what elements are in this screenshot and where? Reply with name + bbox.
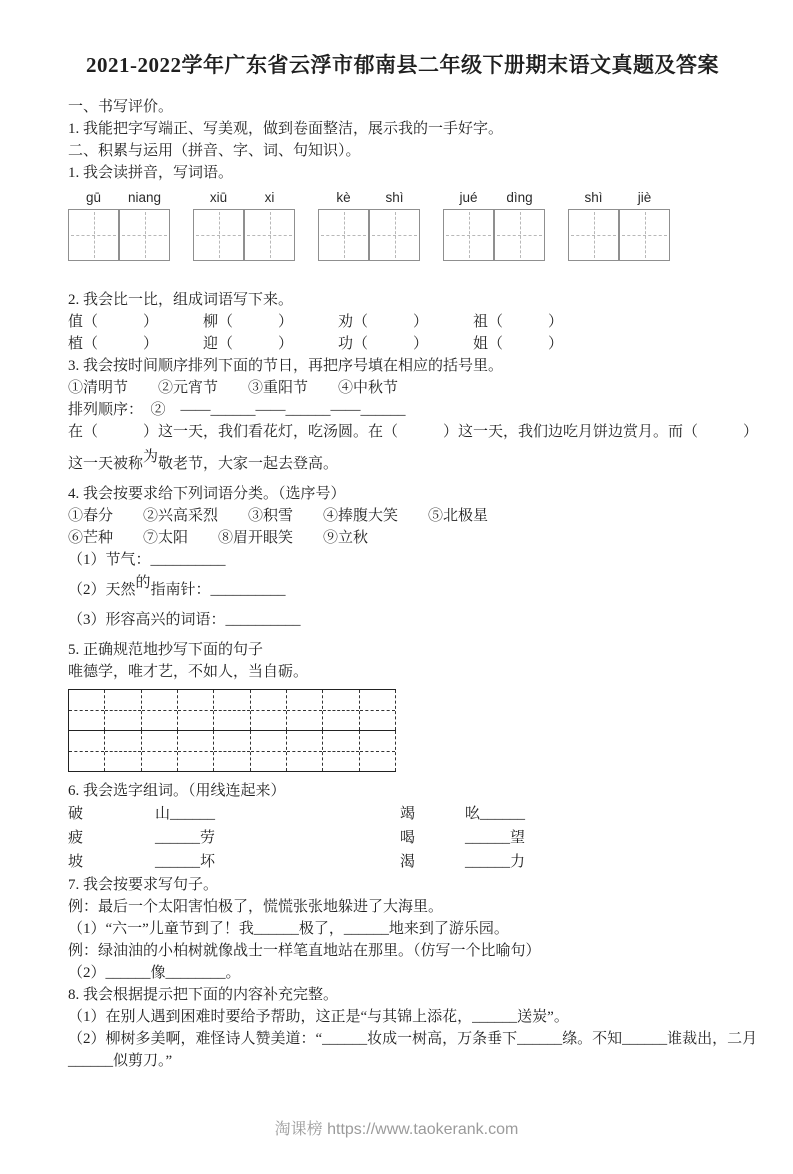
pinyin-labels	[568, 190, 670, 209]
match-word-blank: ______望	[465, 830, 526, 846]
q7-example1: 例：最后一个太阳害怕极了，慌慌张张地躲进了大海里。	[68, 899, 444, 915]
word-pair-blank: 功（ ）	[338, 336, 429, 352]
pinyin-pair	[68, 190, 170, 261]
copy-grid-cell	[287, 731, 323, 771]
pinyin-syllable: shì	[385, 190, 404, 205]
q7-label: 7. 我会按要求写句子。	[68, 877, 219, 893]
q6-match-row	[68, 802, 737, 826]
writing-box	[568, 209, 670, 261]
pinyin-writing-cell	[118, 210, 169, 260]
q1-label: 1. 我会读拼音，写词语。	[68, 165, 234, 181]
pinyin-writing-cell	[368, 210, 419, 260]
pinyin-writing-grids	[68, 190, 737, 261]
pinyin-syllable: gū	[85, 190, 102, 205]
pinyin-writing-cell	[569, 210, 618, 260]
q3-fill-cont-sup: 为	[143, 449, 159, 466]
q6-right-pair	[400, 850, 525, 874]
copy-grid-cell	[68, 731, 105, 771]
writing-box	[443, 209, 545, 261]
pinyin-syllable: xi	[264, 190, 275, 205]
pinyin-writing-cell	[319, 210, 368, 260]
q6-right-pair	[400, 826, 525, 850]
copy-grid-cell	[105, 690, 141, 730]
copy-grid-cell	[178, 731, 214, 771]
pinyin-writing-cell	[444, 210, 493, 260]
q2-row2	[68, 333, 737, 355]
pinyin-writing-cell	[243, 210, 294, 260]
copy-grid-cell	[178, 690, 214, 730]
match-word-blank: 吆______	[465, 806, 526, 822]
q6-left-pair	[68, 802, 400, 826]
q7-item2: （2）______像________。	[68, 965, 241, 981]
pinyin-writing-cell	[493, 210, 544, 260]
pinyin-syllable: jiè	[637, 190, 652, 205]
q6-match-row	[68, 850, 737, 874]
word-pair-blank: 值（ ）	[68, 314, 159, 330]
copy-grid-cell	[105, 731, 141, 771]
match-character: 渴	[400, 854, 416, 870]
q4-sub1: （1）节气：__________	[68, 552, 226, 568]
pinyin-syllable: niang	[127, 190, 162, 205]
q7-example2: 例：绿油油的小柏树就像战士一样笔直地站在那里。（仿写一个比喻句）	[68, 943, 541, 959]
q6-left-pair	[68, 850, 400, 874]
pinyin-syllable: kè	[336, 190, 351, 205]
q6-right-pair	[400, 802, 525, 826]
pinyin-pair	[443, 190, 545, 261]
pinyin-pair	[568, 190, 670, 261]
word-pair-blank: 植（ ）	[68, 336, 159, 352]
q4-sub2-post: 指南针：__________	[150, 582, 286, 598]
match-character: 破	[68, 806, 84, 822]
q8-item2-line2: ______似剪刀。”	[68, 1053, 173, 1069]
copy-grid-cell	[251, 690, 287, 730]
match-word-blank: ______劳	[155, 830, 216, 846]
section-accumulate-heading: 二、积累与运用（拼音、字、词、句知识）。	[68, 143, 361, 159]
q5-sentence: 唯德学，唯才艺，不如人，当自砺。	[68, 664, 309, 680]
writing-box	[68, 209, 170, 261]
q6-match-row	[68, 826, 737, 850]
q2-row1	[68, 311, 737, 333]
pinyin-syllable: jué	[459, 190, 478, 205]
q3-fill-line: 在（ ）这一天，我们看花灯，吃汤圆。在（ ）这一天，我们边吃月饼边赏月。而（ ）	[68, 424, 759, 440]
q3-order-line: 排列顺序： ② ——______——______——______	[68, 402, 406, 418]
pinyin-pair	[193, 190, 295, 261]
match-character: 坡	[68, 854, 84, 870]
copy-grid-cell	[287, 690, 323, 730]
q6-left-pair	[68, 826, 400, 850]
page-title: 2021-2022学年广东省云浮市郁南县二年级下册期末语文真题及答案	[86, 53, 719, 77]
writing-box	[318, 209, 420, 261]
pinyin-writing-cell	[618, 210, 669, 260]
q7-item1: （1）“六一”儿童节到了！我______极了，______地来到了游乐园。	[68, 921, 509, 937]
copy-grid-cell	[360, 731, 396, 771]
writing-box	[193, 209, 295, 261]
q4-options-row1: ①春分 ②兴高采烈 ③积雪 ④捧腹大笑 ⑤北极星	[68, 508, 489, 524]
copy-grid-cell	[68, 690, 105, 730]
pinyin-syllable: dìng	[506, 190, 533, 205]
pinyin-pair	[318, 190, 420, 261]
pinyin-labels	[193, 190, 295, 209]
copy-grid-cell	[214, 731, 250, 771]
copy-grid-cell	[360, 690, 396, 730]
word-pair-blank: 祖（ ）	[473, 314, 564, 330]
copy-grid-row	[68, 730, 396, 771]
match-word-blank: ______坏	[155, 854, 216, 870]
q4-options-row2: ⑥芒种 ⑦太阳 ⑧眉开眼笑 ⑨立秋	[68, 530, 369, 546]
section-writing-eval-heading: 一、书写评价。	[68, 99, 174, 115]
footer-watermark: 淘课榜 https://www.taokerank.com	[274, 1121, 519, 1138]
pinyin-labels	[443, 190, 545, 209]
pinyin-writing-cell	[69, 210, 118, 260]
q3-label: 3. 我会按时间顺序排列下面的节日，再把序号填在相应的括号里。	[68, 358, 504, 374]
copy-grid-cell	[142, 690, 178, 730]
q3-fill-cont-post: 敬老节，大家一起去登高。	[158, 456, 339, 472]
exam-page	[0, 52, 793, 1072]
q3-options: ①清明节 ②元宵节 ③重阳节 ④中秋节	[68, 380, 399, 396]
copy-writing-grid	[68, 689, 396, 772]
word-pair-blank: 柳（ ）	[203, 314, 294, 330]
pinyin-writing-cell	[194, 210, 243, 260]
copy-grid-row	[68, 690, 396, 730]
pinyin-labels	[318, 190, 420, 209]
pinyin-labels	[68, 190, 170, 209]
word-pair-blank: 劝（ ）	[338, 314, 429, 330]
match-word-blank: ______力	[465, 854, 526, 870]
q8-item2-line1: （2）柳树多美啊，难怪诗人赞美道：“______妆成一树高，万条垂下______绦。不知______谁裁出，二月	[68, 1031, 758, 1047]
match-character: 疲	[68, 830, 84, 846]
copy-grid-cell	[142, 731, 178, 771]
q4-sub2	[68, 575, 737, 601]
q8-label: 8. 我会根据提示把下面的内容补充完整。	[68, 987, 339, 1003]
copy-grid-cell	[214, 690, 250, 730]
q2-label: 2. 我会比一比，组成词语写下来。	[68, 292, 294, 308]
match-character: 竭	[400, 806, 416, 822]
match-word-blank: 山______	[155, 806, 216, 822]
q4-sub2-sup: 的	[135, 575, 151, 592]
copy-grid-cell	[323, 731, 359, 771]
pinyin-syllable: xiū	[209, 190, 228, 205]
word-pair-blank: 迎（ ）	[203, 336, 294, 352]
q3-fill-cont-pre: 这一天被称	[68, 456, 144, 472]
match-character: 喝	[400, 830, 416, 846]
q4-label: 4. 我会按要求给下列词语分类。（选序号）	[68, 486, 346, 502]
copy-grid-cell	[323, 690, 359, 730]
q4-sub3: （3）形容高兴的词语：__________	[68, 612, 301, 628]
q6-label: 6. 我会选字组词。（用线连起来）	[68, 783, 286, 799]
q4-sub2-pre: （2）天然	[68, 582, 136, 598]
q3-fill-continuation	[68, 449, 737, 475]
writing-eval-item: 1. 我能把字写端正、写美观，做到卷面整洁，展示我的一手好字。	[68, 121, 504, 137]
word-pair-blank: 姐（ ）	[473, 336, 564, 352]
copy-grid-cell	[251, 731, 287, 771]
pinyin-syllable: shì	[584, 190, 603, 205]
q5-label: 5. 正确规范地抄写下面的句子	[68, 642, 264, 658]
q8-item1: （1）在别人遇到困难时要给予帮助，这正是“与其锦上添花，______送炭”。	[68, 1009, 569, 1025]
